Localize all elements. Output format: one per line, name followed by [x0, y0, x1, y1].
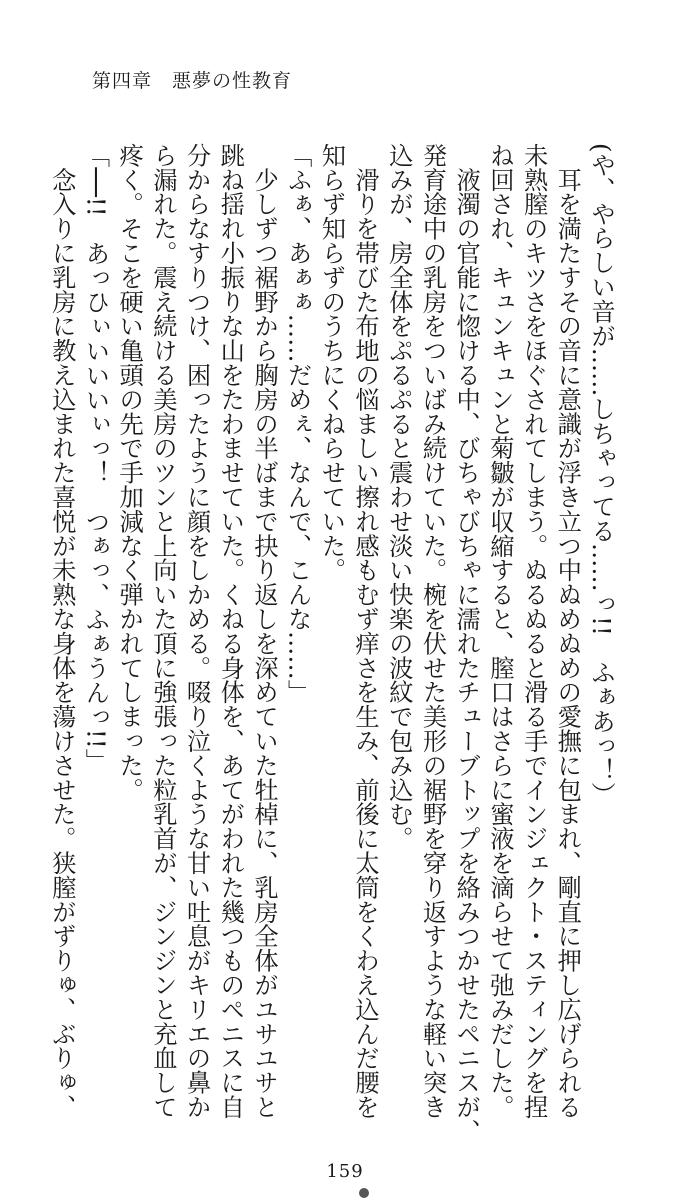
folio-dot-ornament: [359, 1188, 369, 1198]
text-column: 跳ね揺れ小振りな山をたわませていた。くねる身体を、あてがわれた幾つものペニスに自: [216, 143, 246, 1119]
text-column: ね回され、キュンキュンと菊皺が収縮すると、膣口はさらに蜜液を滴らせて弛みだした。: [485, 143, 515, 1119]
text-column: 知らず知らずのうちにくねらせていた。: [317, 143, 347, 583]
text-column: 液濁の官能に惚ける中、びちゃびちゃに濡れたチューブトップを絡みつかせたペニスが、: [452, 143, 482, 1144]
text-column: 未熟膣のキツさをほぐされてしまう。ぬるぬると滑る手でインジェクト・スティングを捏: [519, 143, 549, 1119]
text-column: 耳を満たすその音に意識が浮き立つ中ぬめぬめの愛撫に包まれ、剛直に押し広げられる: [553, 143, 583, 1119]
body-text: [47, 143, 618, 1144]
text-column: 「──!! あっひぃいいいぃっ！ つぁっ、ふぁうんっ!!」: [81, 143, 111, 774]
text-column: 念入りに乳房に教え込まれた喜悦が未熟な身体を蕩けさせた。狭膣がずりゅ、ぶりゅ、: [47, 143, 77, 1119]
text-column: ら漏れた。震え続ける美房のツンと上向いた頂に強張った粒乳首が、ジンジンと充血して: [148, 143, 178, 1119]
text-column: 少しずつ裾野から胸房の半ばまで抉り返しを深めていた牡棹に、乳房全体がユサユサと: [249, 143, 279, 1119]
text-column: 「ふぁ、あぁぁ……だめぇ、なんで、こんな……」: [283, 143, 313, 705]
text-column: 疼く。そこを硬い亀頭の先で手加減なく弾かれてしまった。: [115, 143, 145, 802]
text-column: 分からなすりつけ、困ったように顔をしかめる。啜り泣くような甘い吐息がキリエの鼻か: [182, 143, 212, 1119]
text-column: 滑りを帯びた布地の悩ましい擦れ感もむず痒さを生み、前後に太筒をくわえ込んだ腰を: [351, 143, 381, 1119]
running-head: 第四章 悪夢の性教育: [92, 70, 293, 92]
page-number: 159: [326, 1161, 364, 1182]
text-column: 込みが、房全体をぷるぷると震わせ淡い快楽の波紋で包み込む。: [384, 143, 414, 851]
text-column: 発育途中の乳房をついばみ続けていた。椀を伏せた美形の裾野を穿り返すような軽い突き: [418, 143, 448, 1119]
text-column: (や、やらしい音が……しちゃってる……っ!! ふぁあっ！）: [587, 143, 616, 807]
